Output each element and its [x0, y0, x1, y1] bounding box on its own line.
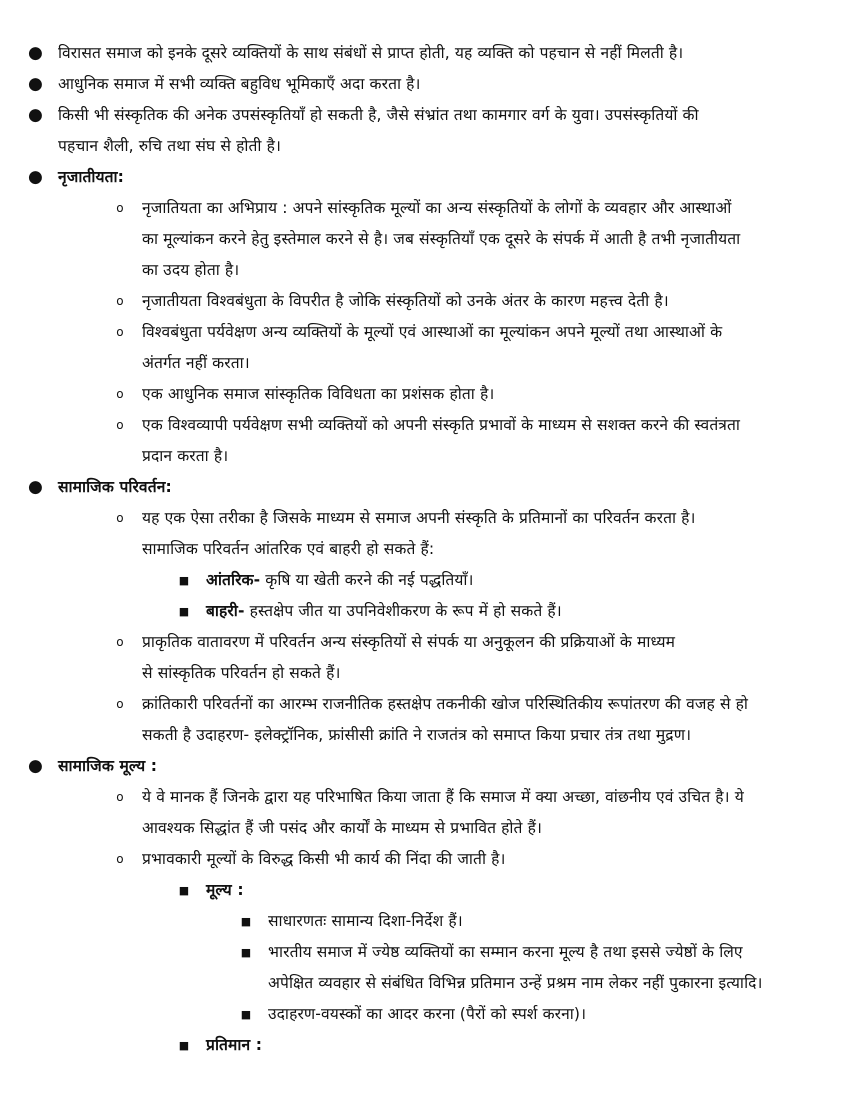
- item-text: अंतर्गत नहीं करता।: [142, 354, 250, 372]
- list-item-continuation: [28, 968, 804, 999]
- list-item: [28, 596, 804, 627]
- bullet-icon: ●: [28, 105, 43, 125]
- list-item: [28, 100, 804, 131]
- list-item: [28, 472, 804, 503]
- item-text: पहचान शैली, रुचि तथा संघ से होती है।: [58, 137, 281, 155]
- circle-bullet-icon: o: [116, 697, 124, 711]
- circle-bullet-icon: o: [116, 852, 124, 866]
- item-text: का उदय होता है।: [142, 261, 240, 279]
- item-text: ये वे मानक हैं जिनके द्वारा यह परिभाषित किया जाता हैं कि समाज में क्या अच्छा, वांछनीय एवं उचित है। ये: [142, 788, 744, 806]
- item-text: यह एक ऐसा तरीका है जिसके माध्यम से समाज अपनी संस्कृति के प्रतिमानों का परिवर्तन करता है।: [142, 509, 696, 527]
- list-item-continuation: [28, 658, 804, 689]
- list-item: [28, 162, 804, 193]
- item-text: सामाजिक परिवर्तन आंतरिक एवं बाहरी हो सकते हैं:: [142, 540, 435, 558]
- list-item-continuation: [28, 813, 804, 844]
- item-heading: नृजातीयता:: [58, 168, 124, 186]
- list-item: [28, 999, 804, 1030]
- list-item-continuation: [28, 534, 804, 565]
- item-text: उदाहरण-वयस्कों का आदर करना (पैरों को स्पर्श करना)।: [268, 1005, 587, 1023]
- item-text: का मूल्यांकन करने हेतु इस्तेमाल करने से है। जब संस्कृतियाँ एक दूसरे के संपर्क में आती है तभी नृजातीयता: [142, 230, 741, 248]
- item-text: नृजातियता का अभिप्राय : अपने सांस्कृतिक मूल्यों का अन्य संस्कृतियों के लोगों के व्यवहार और आस्थाओं: [142, 199, 732, 217]
- item-heading: बाहरी-: [206, 602, 245, 620]
- list-item: [28, 69, 804, 100]
- square-bullet-icon: ■: [178, 1039, 190, 1052]
- circle-bullet-icon: o: [116, 511, 124, 525]
- item-text: विरासत समाज को इनके दूसरे व्यक्तियों के साथ संबंधों से प्राप्त होती, यह व्यक्ति को पहचान से नहीं मिलती है।: [58, 44, 684, 62]
- list-item: [28, 844, 804, 875]
- list-item: [28, 38, 804, 69]
- item-heading: सामाजिक परिवर्तन:: [58, 478, 172, 496]
- square-bullet-icon: ■: [240, 915, 252, 928]
- list-item: [28, 782, 804, 813]
- square-bullet-icon: ■: [178, 884, 190, 897]
- list-item: [28, 565, 804, 596]
- circle-bullet-icon: o: [116, 418, 124, 432]
- item-text: प्राकृतिक वातावरण में परिवर्तन अन्य संस्कृतियों से संपर्क या अनुकूलन की प्रक्रियाओं के माध्यम: [142, 633, 676, 651]
- list-item: [28, 1030, 804, 1061]
- circle-bullet-icon: o: [116, 201, 124, 215]
- circle-bullet-icon: o: [116, 387, 124, 401]
- item-text: हस्तक्षेप जीत या उपनिवेशीकरण के रूप में हो सकते हैं।: [244, 602, 562, 620]
- list-item: [28, 937, 804, 968]
- list-item-continuation: [28, 720, 804, 751]
- bullet-icon: ●: [28, 477, 43, 497]
- circle-bullet-icon: o: [116, 635, 124, 649]
- list-item-continuation: [28, 131, 804, 162]
- square-bullet-icon: ■: [178, 605, 190, 618]
- bullet-icon: ●: [28, 43, 43, 63]
- item-text: कृषि या खेती करने की नई पद्धतियाँ।: [260, 571, 474, 589]
- item-text: से सांस्कृतिक परिवर्तन हो सकते हैं।: [142, 664, 341, 682]
- list-item-continuation: [28, 255, 804, 286]
- item-text: आवश्यक सिद्धांत हैं जी पसंद और कार्यों के माध्यम से प्रभावित होते हैं।: [142, 819, 542, 837]
- item-text: साधारणतः सामान्य दिशा-निर्देश हैं।: [268, 912, 463, 930]
- item-text: प्रभावकारी मूल्यों के विरुद्ध किसी भी कार्य की निंदा की जाती है।: [142, 850, 506, 868]
- item-text: आधुनिक समाज में सभी व्यक्ति बहुविध भूमिकाएँ अदा करता है।: [58, 75, 421, 93]
- list-item: [28, 317, 804, 348]
- bullet-icon: ●: [28, 167, 43, 187]
- item-heading: मूल्य :: [206, 881, 244, 899]
- list-item: [28, 751, 804, 782]
- item-text: किसी भी संस्कृतिक की अनेक उपसंस्कृतियाँ हो सकती है, जैसे संभ्रांत तथा कामगार वर्ग के युवा। उपसंस्कृतियों की: [58, 106, 699, 124]
- list-item: [28, 286, 804, 317]
- item-heading: सामाजिक मूल्य :: [58, 757, 158, 775]
- item-text: भारतीय समाज में ज्येष्ठ व्यक्तियों का सम्मान करना मूल्य है तथा इससे ज्येष्ठों के लिए: [268, 943, 743, 961]
- bullet-icon: ●: [28, 756, 43, 776]
- square-bullet-icon: ■: [240, 946, 252, 959]
- item-heading: प्रतिमान :: [206, 1036, 263, 1054]
- circle-bullet-icon: o: [116, 790, 124, 804]
- list-item: [28, 410, 804, 441]
- list-item-continuation: [28, 224, 804, 255]
- item-text: सकती है उदाहरण- इलेक्ट्रॉनिक, फ्रांसीसी क्रांति ने राजतंत्र को समाप्त किया प्रचार तंत्र तथा मुद्रण।: [142, 726, 692, 744]
- item-text: एक विश्वव्यापी पर्यवेक्षण सभी व्यक्तियों को अपनी संस्कृति प्रभावों के माध्यम से सशक्त करने की स्वतंत्रता: [142, 416, 741, 434]
- list-item: [28, 906, 804, 937]
- square-bullet-icon: ■: [178, 574, 190, 587]
- bullet-icon: ●: [28, 74, 43, 94]
- item-text: विश्वबंधुता पर्यवेक्षण अन्य व्यक्तियों के मूल्यों एवं आस्थाओं का मूल्यांकन अपने मूल्यों तथा आस्थाओं के: [142, 323, 723, 341]
- item-text: क्रांतिकारी परिवर्तनों का आरम्भ राजनीतिक हस्तक्षेप तकनीकी खोज परिस्थितिकीय रूपांतरण की वजह से हो: [142, 695, 749, 713]
- list-item: [28, 627, 804, 658]
- list-item: [28, 193, 804, 224]
- item-text: अपेक्षित व्यवहार से संबंधित विभिन्न प्रतिमान उन्हें प्रश्रम नाम लेकर नहीं पुकारना इत्यादि।: [268, 974, 763, 992]
- square-bullet-icon: ■: [240, 1008, 252, 1021]
- item-text: नृजातीयता विश्वबंधुता के विपरीत है जोकि संस्कृतियों को उनके अंतर के कारण महत्त्व देती है।: [142, 292, 669, 310]
- circle-bullet-icon: o: [116, 325, 124, 339]
- list-item: [28, 379, 804, 410]
- list-item-continuation: [28, 441, 804, 472]
- list-item: [28, 689, 804, 720]
- list-item: [28, 875, 804, 906]
- list-item: [28, 503, 804, 534]
- item-text: एक आधुनिक समाज सांस्कृतिक विविधता का प्रशंसक होता है।: [142, 385, 495, 403]
- circle-bullet-icon: o: [116, 294, 124, 308]
- item-heading: आंतरिक-: [206, 571, 261, 589]
- item-text: प्रदान करता है।: [142, 447, 229, 465]
- list-item-continuation: [28, 348, 804, 379]
